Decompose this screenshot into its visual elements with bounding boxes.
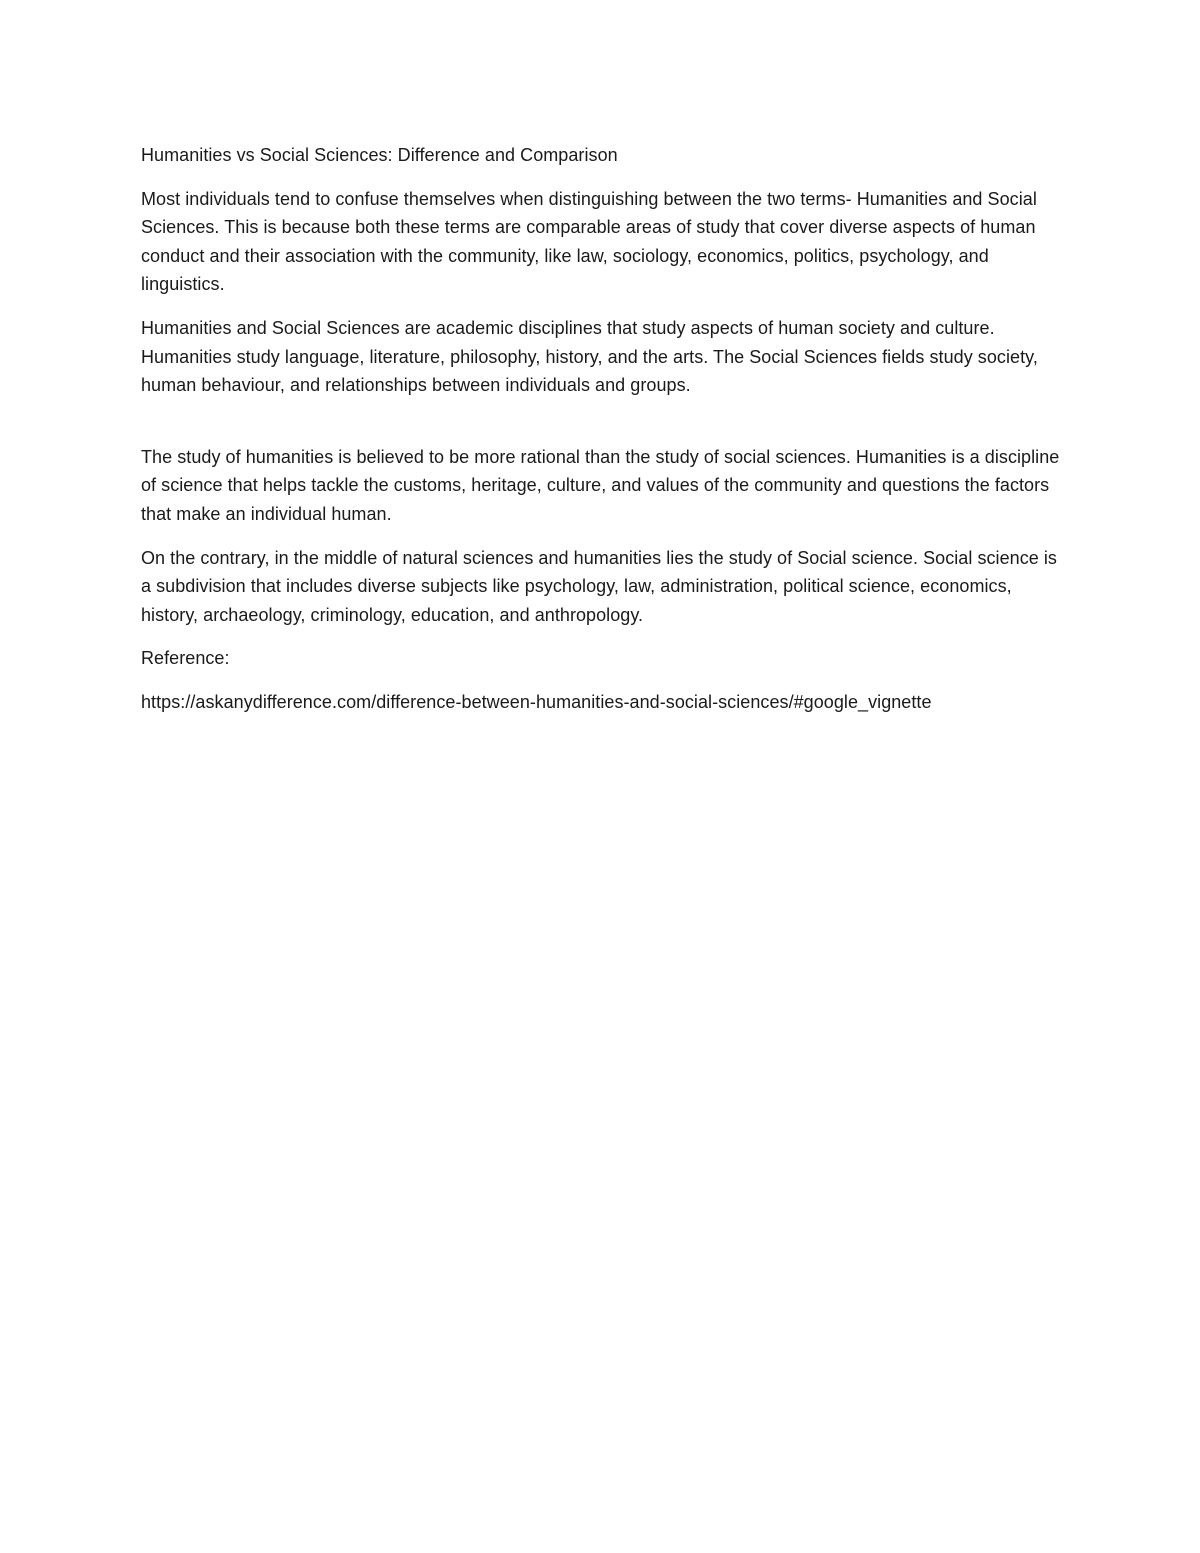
paragraph-humanities: The study of humanities is believed to be more rational than the study of social sciences. Humanities is a discipline of science that helps tackle the customs, heritage, culture, and values of the community and questions the factors that make an individual human.	[141, 446, 1060, 524]
paragraph-social-science: On the contrary, in the middle of natural sciences and humanities lies the study of Social science. Social science is a subdivision that includes diverse subjects like psychology, law, administration, political science, economics, history, archaeology, criminology, education, and anthropology.	[141, 547, 1057, 625]
paragraph-intro: Most individuals tend to confuse themselves when distinguishing between the two terms- Humanities and Social Sciences. This is because both these terms are comparable areas of study that cover diverse aspects of human conduct and their association with the community, like law, sociology, economics, politics, psychology, and linguistics.	[141, 188, 1037, 295]
paragraph-definitions: Humanities and Social Sciences are academic disciplines that study aspects of human society and culture. Humanities study language, literature, philosophy, history, and the arts. The Social Sciences fields study society, human behaviour, and relationships between individuals and groups.	[141, 317, 1038, 396]
reference-url: https://askanydifference.com/difference-between-humanities-and-social-sciences/#google_vignette	[141, 691, 932, 712]
document-title: Humanities vs Social Sciences: Difference and Comparison	[141, 145, 618, 165]
document-body	[141, 141, 1061, 732]
reference-label: Reference:	[141, 648, 230, 669]
